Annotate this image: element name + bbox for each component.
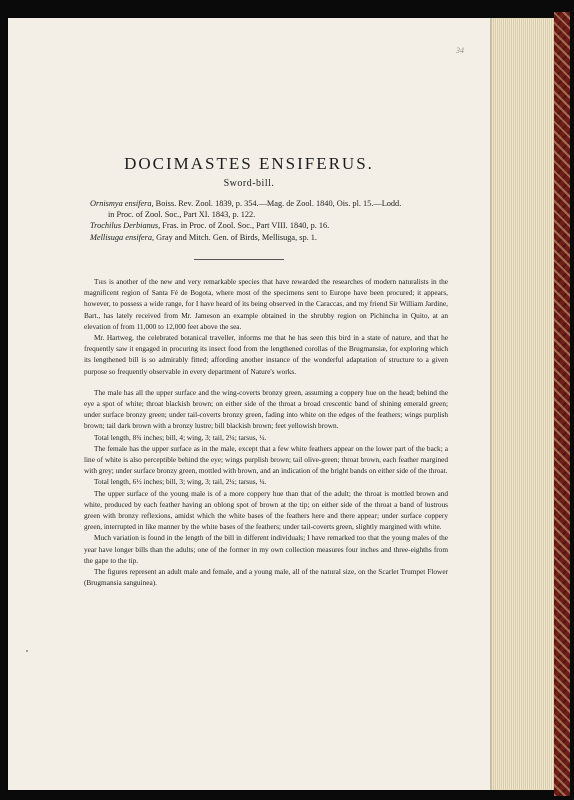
body-paragraph — [84, 488, 448, 533]
paragraph-text: Total length, 6½ inches; bill, 3; wing, 3; tail, 2¼; tarsus, ¼. — [94, 477, 267, 487]
body-paragraph — [84, 387, 448, 432]
body-paragraph — [84, 276, 448, 332]
synonym-reference: Boiss. Rev. Zool. 1839, p. 354.—Mag. de Zool. 1840, Ois. pl. 15.—Lodd. — [153, 199, 402, 208]
page-title: DOCIMASTES ENSIFERUS. — [124, 154, 374, 173]
synonym-entry — [90, 209, 450, 220]
section-divider — [194, 259, 284, 260]
synonym-name: Trochilus Derbianus, — [90, 221, 161, 231]
paragraph-text: Total length, 8¾ inches; bill, 4; wing, 3; tail, 2¼; tarsus, ¼. — [94, 432, 267, 442]
synonym-name: Mellisuga ensifera, — [90, 232, 155, 242]
paragraph-text: is another of the new and very remarkable species that have rewarded the researches of modern naturalists in the magnificent region of Santa Fé de Bogota, where most of the specimens sent to Europe have been procured; it appears, however, to possess a wide range, for I have heard of its being observed in the Caraccas, and my friend Sir William Jardine, Bart., has lately received from Mr. Jameson an example obtained in the shrubby region on Pichincha in Quito, at an elevation of from 11,000 to 12,000 feet above the sea. — [84, 277, 448, 331]
paragraph-text: The female has the upper surface as in the male, except that a few white feathers appear on the lower part of the back; a line of white is also perceptible behind the eye; wings purplish brown; tail olive-green; throat brown, each feather margined with grey; under surface bronzy green, mottled with brown, and an indication of the bright bands on either side of the throat. — [84, 443, 448, 476]
body-paragraph — [84, 476, 448, 487]
book-spine — [554, 12, 570, 796]
synonym-reference: in Proc. of Zool. Soc., Part XI. 1843, p. 122. — [108, 210, 256, 220]
lead-word: This — [94, 277, 107, 286]
body-paragraph — [84, 532, 448, 566]
synonym-reference: Fras. in Proc. of Zool. Soc., Part VIII. 1840, p. 16. — [160, 221, 330, 231]
page-subtitle: Sword-bill. — [223, 178, 275, 189]
book-page — [8, 18, 490, 790]
page-number: 34 — [456, 46, 464, 55]
body-paragraph — [84, 566, 448, 588]
synonym-reference: Gray and Mitch. Gen. of Birds, Mellisuga, sp. 1. — [154, 232, 317, 242]
synonym-entry — [90, 220, 450, 231]
body-paragraph — [84, 432, 448, 443]
synonymy-list — [90, 198, 450, 243]
body-paragraph — [84, 332, 448, 377]
page-fore-edge — [490, 18, 554, 790]
synonym-name: Ornismya ensifera, — [90, 199, 154, 208]
paragraph-text: Much variation is found in the length of the bill in different individuals; I have remarked too that the young males of the year have longer bills than the adults; one of the former in my own collection measures four inches and three-eighths from the gape to the tip. — [84, 533, 448, 565]
synonym-entry — [90, 232, 450, 243]
paragraph-text: The figures represent an adult male and female, and a young male, all of the natural size, on the Scarlet Trumpet Flower (Brugmansia sanguinea). — [84, 567, 448, 588]
paper-speck — [26, 650, 28, 652]
synonym-entry — [90, 198, 450, 209]
body-paragraph — [84, 443, 448, 477]
paragraph-text: The male has all the upper surface and the wing-coverts bronzy green, assuming a coppery hue on the head; behind the eye a spot of white; throat blackish brown; on either side of the throat a broad crescentic band of shining emerald green; under surface bronzy green; under tail-coverts bronzy green, fading into white on the edges of the feathers; wings purplish brown; tail dark brown with a bronzy lustre; bill blackish brown; feet yellowish brown. — [84, 387, 448, 431]
paragraph-text: The upper surface of the young male is of a more coppery hue than that of the adult; the throat is mottled brown and white, produced by each feather having an oblong spot of brown at the tip; on either side of the throat a band of lustrous green with bronzy reflexions, amidst which the white bases of the feathers here and there appear; under surface coppery green, interrupted in like manner by the white bases of the feathers; under tail-coverts green, slightly margined with white. — [84, 488, 448, 532]
paragraph-gap — [84, 377, 448, 387]
body-text — [84, 276, 448, 588]
paragraph-text: Mr. Hartweg, the celebrated botanical traveller, informs me that he has seen this bird in a state of nature, and that he frequently saw it engaged in procuring its insect food from the lengthened corollas of the Brugmansiæ, for exploring which its lengthened bill is so admirably fitted; affording another instance of the wonderful adaptation of structure to a given purpose so frequently observable in every department of Nature's works. — [84, 333, 448, 376]
